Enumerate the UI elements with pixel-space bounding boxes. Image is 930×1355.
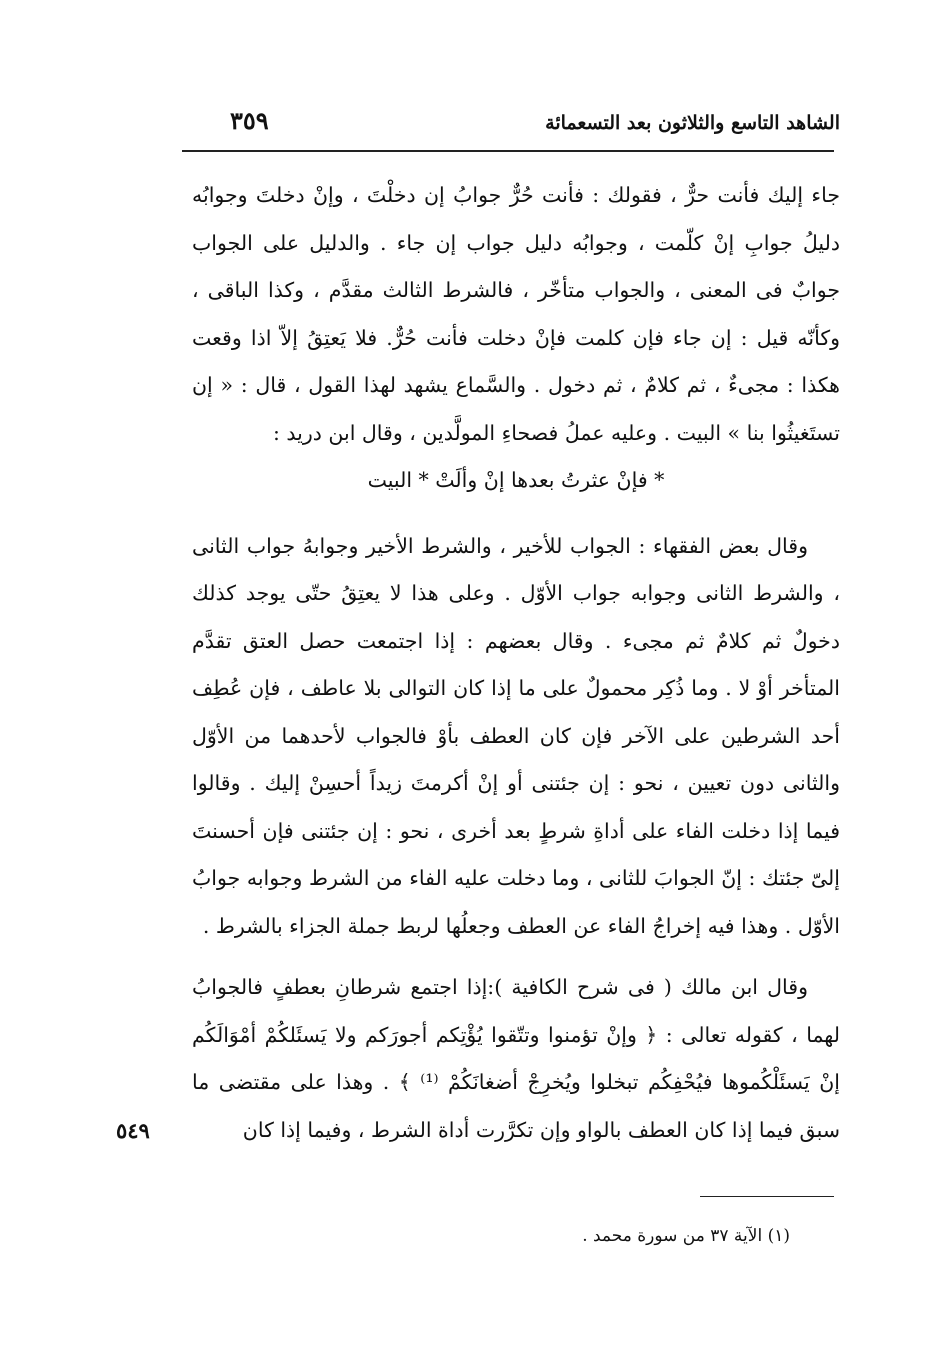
page-number: ٣٥٩ (230, 106, 269, 135)
verse-quote: * فإنْ عثرتُ بعدها إنْ وألَتْ * البيت (367, 468, 665, 492)
paragraph-1: جاء إليك فأنت حرٌّ ، فقولك : فأنت حُرٌّ جوابُ إن دخلْتَ ، وإنْ دخلتَ وجوابُه دليلُ جوابِ إنْ كلّمت ، وجوابُه دليل جواب إن جاء . والدليل على الجواب جوابٌ فى المعنى ، والجواب متأخّر ، فالشرط الثالث مقدَّم ، وكذا الباقى ، وكأنّه قيل : إن جاء فإن كلمت فإنْ دخلت فأنت حُرٌّ. فلا يَعتِقُ إلاّ اذا وقعت هكذا : مجىءٌ ، ثم كلامٌ ، ثم دخول . والسَّماع يشهد لهذا القول ، قال : « إن تستَغيثُوا بنا » البيت . وعليه عملُ فصحاءِ المولَّدين ، وقال ابن دريد : (192, 183, 840, 445)
footnote: (١) الآية ٣٧ من سورة محمد . (582, 1226, 790, 1246)
paragraph-3: وقال ابن مالك ( فى شرح الكافية ):إذا اجتمع شرطانِ بعطفٍ فالجوابُ لهما ، كقوله تعالى : ﴿ وإنْ تؤمنوا وتتّقوا يُؤْتِكم أجورَكم ولا يَسئَلكُمْ أمْوَالَكُم إنْ يَسئَلْكُموها فيُحْفِكُم تبخلوا ويُخرِجْ أضغانَكُمْ ⁽¹⁾ ﴾ . وهذا على مقتضى ما سبق فيما إذا كان العطف بالواو وإن تكرَّرت أداة الشرط ، وفيما إذا كان (192, 975, 840, 1142)
margin-reference-number: ٥٤٩ (116, 1118, 150, 1143)
footnote-rule (700, 1196, 834, 1197)
running-head-title: الشاهد التاسع والثلاثون بعد التسعمائة (545, 112, 840, 134)
paragraph-2: وقال بعض الفقهاء : الجواب للأخير ، والشرط الأخير وجوابهُ جواب الثانى ، والشرط الثانى وجوابه جواب الأوّل . وعلى هذا لا يعتِقُ حتّى يوجد كذلك دخولٌ ثم كلامٌ ثم مجىء . وقال بعضهم : إذا اجتمعت حصل العتق تقدَّم المتأخر أوْ لا . وما ذُكِر محمولٌ على ما إذا كان التوالى بلا عاطف ، فإن عُطِف أحد الشرطين على الآخر فإن كان العطف بأوْ فالجواب لأحدهما من الأوّل والثانى دون تعيين ، نحو : إن جئتنى أو إنْ أكرمتَ زيداً أحسِنْ إليك . وقالوا فيما إذا دخلت الفاء على أداةِ شرطٍ بعد أخرى ، نحو : إن جئتنى فإن أحسنتَ إلىّ جئتك : إنّ الجوابَ للثانى ، وما دخلت عليه الفاء من الشرط وجوابه جوابُ الأوّل . وهذا فيه إخراجُ الفاء عن العطف وجعلُها لربط جملة الجزاء بالشرط . (192, 533, 840, 938)
main-text (192, 172, 840, 1154)
header-rule (182, 150, 834, 152)
running-head (230, 106, 840, 138)
